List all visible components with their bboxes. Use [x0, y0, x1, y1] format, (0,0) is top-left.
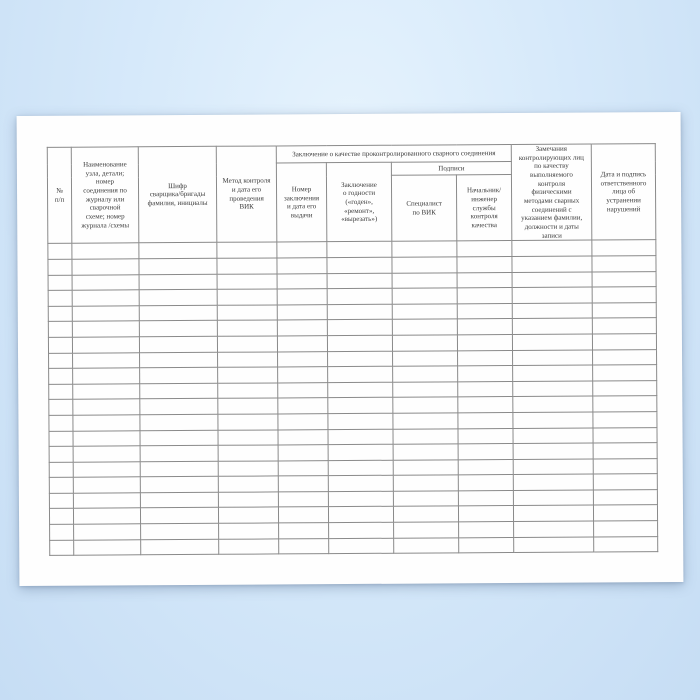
- table-cell: [457, 241, 512, 257]
- table-cell: [277, 320, 327, 336]
- table-cell: [72, 321, 139, 337]
- table-cell: [139, 289, 217, 305]
- table-cell: [277, 242, 327, 258]
- table-cell: [218, 414, 278, 430]
- table-cell: [141, 523, 219, 539]
- table-cell: [593, 490, 657, 506]
- table-cell: [218, 445, 278, 461]
- table-cell: [48, 275, 72, 291]
- table-cell: [217, 305, 277, 321]
- table-cell: [329, 538, 394, 554]
- table-cell: [140, 477, 218, 493]
- col-header-vik-specialist: Специалист по ВИК: [391, 175, 456, 241]
- table-cell: [139, 336, 217, 352]
- table-cell: [217, 242, 277, 258]
- table-cell: [278, 398, 328, 414]
- table-cell: [218, 351, 278, 367]
- table-cell: [139, 258, 217, 274]
- table-cell: [392, 257, 457, 273]
- table-cell: [593, 349, 657, 365]
- table-cell: [514, 521, 594, 537]
- table-cell: [73, 430, 140, 446]
- table-cell: [278, 445, 328, 461]
- table-cell: [513, 396, 593, 412]
- table-cell: [459, 537, 514, 553]
- table-cell: [457, 303, 512, 319]
- table-cell: [49, 415, 73, 431]
- table-cell: [141, 539, 219, 555]
- table-cell: [513, 474, 593, 490]
- table-cell: [393, 366, 458, 382]
- table-cell: [458, 428, 513, 444]
- table-cell: [49, 400, 73, 416]
- table-cell: [458, 381, 513, 397]
- group-header-signatures: Подписи: [391, 162, 511, 176]
- table-cell: [593, 412, 657, 428]
- table-cell: [74, 539, 141, 555]
- table-cell: [278, 382, 328, 398]
- table-cell: [394, 522, 459, 538]
- table-cell: [49, 384, 73, 400]
- table-header: [47, 144, 656, 244]
- table-row: [50, 536, 658, 555]
- table-cell: [218, 476, 278, 492]
- table-cell: [279, 538, 329, 554]
- table-cell: [393, 382, 458, 398]
- welding-inspection-log-table: [47, 143, 659, 556]
- table-cell: [328, 444, 393, 460]
- table-cell: [512, 334, 592, 350]
- table-cell: [393, 491, 458, 507]
- table-cell: [139, 321, 217, 337]
- table-cell: [278, 429, 328, 445]
- table-cell: [140, 445, 218, 461]
- table-cell: [72, 306, 139, 322]
- table-cell: [278, 414, 328, 430]
- table-cell: [49, 431, 73, 447]
- col-header-conclusion-number: Номер заключения и дата его выдачи: [276, 163, 326, 243]
- table-cell: [593, 365, 657, 381]
- table-cell: [219, 539, 279, 555]
- table-cell: [277, 258, 327, 274]
- col-header-welder-cipher: Шифр сварщика/бригады фамилия, инициалы: [138, 146, 217, 243]
- table-cell: [72, 274, 139, 290]
- table-cell: [458, 397, 513, 413]
- col-header-unit-name: Наименование узла, детали; номер соединения по журналу или сварочной схеме; номер журнала /схемы: [71, 147, 139, 244]
- table-cell: [48, 290, 72, 306]
- table-cell: [217, 289, 277, 305]
- table-cell: [49, 493, 73, 509]
- table-cell: [139, 243, 217, 259]
- table-cell: [592, 271, 656, 287]
- col-header-conclusion-fitness: Заключение о годности («годен», «ремонт», «вырезать»): [326, 162, 391, 242]
- table-cell: [459, 522, 514, 538]
- table-cell: [73, 446, 140, 462]
- table-cell: [512, 318, 592, 334]
- table-cell: [327, 288, 392, 304]
- table-cell: [327, 242, 392, 258]
- table-cell: [458, 350, 513, 366]
- col-header-quality-chief: Начальник/ инженер службы контроля качества: [456, 175, 511, 241]
- table-cell: [72, 243, 139, 259]
- table-cell: [48, 306, 72, 322]
- table-cell: [393, 460, 458, 476]
- table-cell: [278, 507, 328, 523]
- table-cell: [458, 490, 513, 506]
- table-cell: [392, 241, 457, 257]
- table-cell: [393, 413, 458, 429]
- table-cell: [277, 289, 327, 305]
- table-cell: [140, 492, 218, 508]
- table-cell: [393, 444, 458, 460]
- table-cell: [277, 273, 327, 289]
- table-cell: [49, 462, 73, 478]
- table-cell: [513, 428, 593, 444]
- table-cell: [592, 256, 656, 272]
- table-cell: [48, 337, 72, 353]
- table-cell: [393, 506, 458, 522]
- table-cell: [73, 368, 140, 384]
- table-cell: [49, 353, 73, 369]
- table-cell: [48, 244, 72, 260]
- table-cell: [74, 524, 141, 540]
- table-cell: [218, 367, 278, 383]
- table-cell: [328, 507, 393, 523]
- table-cell: [594, 536, 658, 552]
- table-cell: [50, 540, 74, 556]
- table-cell: [327, 320, 392, 336]
- table-cell: [513, 350, 593, 366]
- table-cell: [217, 258, 277, 274]
- table-cell: [140, 352, 218, 368]
- table-cell: [49, 509, 73, 525]
- table-cell: [393, 397, 458, 413]
- table-cell: [72, 259, 139, 275]
- table-cell: [278, 492, 328, 508]
- table-cell: [73, 493, 140, 509]
- table-cell: [593, 443, 657, 459]
- table-cell: [328, 476, 393, 492]
- table-cell: [328, 398, 393, 414]
- table-cell: [592, 334, 656, 350]
- table-cell: [328, 460, 393, 476]
- table-cell: [328, 491, 393, 507]
- table-cell: [49, 368, 73, 384]
- table-cell: [73, 477, 140, 493]
- table-cell: [217, 274, 277, 290]
- table-cell: [457, 334, 512, 350]
- table-cell: [73, 352, 140, 368]
- table-cell: [140, 399, 218, 415]
- table-cell: [73, 415, 140, 431]
- table-cell: [328, 351, 393, 367]
- table-cell: [327, 335, 392, 351]
- table-cell: [49, 477, 73, 493]
- table-cell: [458, 459, 513, 475]
- table-cell: [329, 522, 394, 538]
- table-cell: [458, 366, 513, 382]
- table-cell: [458, 412, 513, 428]
- table-cell: [72, 337, 139, 353]
- table-cell: [73, 461, 140, 477]
- table-cell: [277, 304, 327, 320]
- table-cell: [457, 272, 512, 288]
- table-cell: [513, 490, 593, 506]
- table-cell: [513, 365, 593, 381]
- table-cell: [393, 350, 458, 366]
- table-cell: [392, 288, 457, 304]
- table-cell: [458, 475, 513, 491]
- table-cell: [394, 538, 459, 554]
- table-cell: [457, 256, 512, 272]
- table-cell: [50, 524, 74, 540]
- table-cell: [217, 320, 277, 336]
- col-header-control-method: Метод контроля и дата его проведения ВИК: [216, 146, 277, 243]
- table-cell: [513, 381, 593, 397]
- paper-sheet: [17, 112, 684, 586]
- table-cell: [512, 303, 592, 319]
- table-cell: [457, 319, 512, 335]
- table-cell: [140, 430, 218, 446]
- table-cell: [513, 506, 593, 522]
- table-cell: [593, 396, 657, 412]
- table-cell: [592, 287, 656, 303]
- table-cell: [512, 240, 592, 256]
- table-cell: [513, 412, 593, 428]
- table-cell: [592, 318, 656, 334]
- col-header-remarks: Замечания контролирующих лиц по качеству выполняемого контроля физическими методами сварных соединений с указанием фамилии, должности и даты записи: [511, 144, 592, 241]
- col-header-number: № п/п: [47, 147, 72, 244]
- table-cell: [48, 322, 72, 338]
- table-cell: [139, 305, 217, 321]
- table-cell: [512, 272, 592, 288]
- table-cell: [219, 523, 279, 539]
- table-cell: [139, 274, 217, 290]
- table-cell: [513, 459, 593, 475]
- table-cell: [278, 476, 328, 492]
- table-cell: [218, 398, 278, 414]
- table-cell: [279, 523, 329, 539]
- table-cell: [218, 429, 278, 445]
- table-cell: [140, 508, 218, 524]
- table-cell: [218, 461, 278, 477]
- table-cell: [140, 367, 218, 383]
- table-cell: [393, 475, 458, 491]
- table-cell: [592, 302, 656, 318]
- table-cell: [140, 461, 218, 477]
- table-cell: [393, 428, 458, 444]
- table-cell: [73, 384, 140, 400]
- group-header-quality-conclusion: Заключение о качестве проконтролированного сварного соединения: [276, 145, 511, 163]
- table-cell: [73, 399, 140, 415]
- table-cell: [458, 444, 513, 460]
- table-cell: [327, 257, 392, 273]
- table-cell: [278, 351, 328, 367]
- table-cell: [49, 446, 73, 462]
- table-cell: [458, 506, 513, 522]
- table-cell: [513, 443, 593, 459]
- table-cell: [72, 290, 139, 306]
- table-cell: [514, 537, 594, 553]
- table-cell: [140, 383, 218, 399]
- table-cell: [328, 366, 393, 382]
- col-header-date-signature: Дата и подпись ответственного лица об устранении нарушений: [591, 144, 656, 241]
- table-cell: [328, 382, 393, 398]
- table-cell: [278, 460, 328, 476]
- table-cell: [457, 288, 512, 304]
- table-cell: [593, 380, 657, 396]
- table-cell: [593, 458, 657, 474]
- table-cell: [594, 521, 658, 537]
- table-cell: [592, 240, 656, 256]
- table-cell: [512, 256, 592, 272]
- table-cell: [593, 474, 657, 490]
- table-cell: [277, 336, 327, 352]
- table-cell: [218, 507, 278, 523]
- table-cell: [218, 383, 278, 399]
- table-cell: [48, 259, 72, 275]
- table-cell: [392, 272, 457, 288]
- table-cell: [392, 304, 457, 320]
- table-cell: [593, 505, 657, 521]
- table-cell: [218, 492, 278, 508]
- table-cell: [328, 429, 393, 445]
- table-cell: [327, 273, 392, 289]
- table-cell: [140, 414, 218, 430]
- table-cell: [217, 336, 277, 352]
- table-cell: [327, 304, 392, 320]
- table-cell: [73, 508, 140, 524]
- table-cell: [512, 287, 592, 303]
- table-cell: [593, 427, 657, 443]
- table-body: [48, 240, 658, 556]
- table-cell: [392, 319, 457, 335]
- table-cell: [392, 335, 457, 351]
- table-cell: [278, 367, 328, 383]
- table-cell: [328, 413, 393, 429]
